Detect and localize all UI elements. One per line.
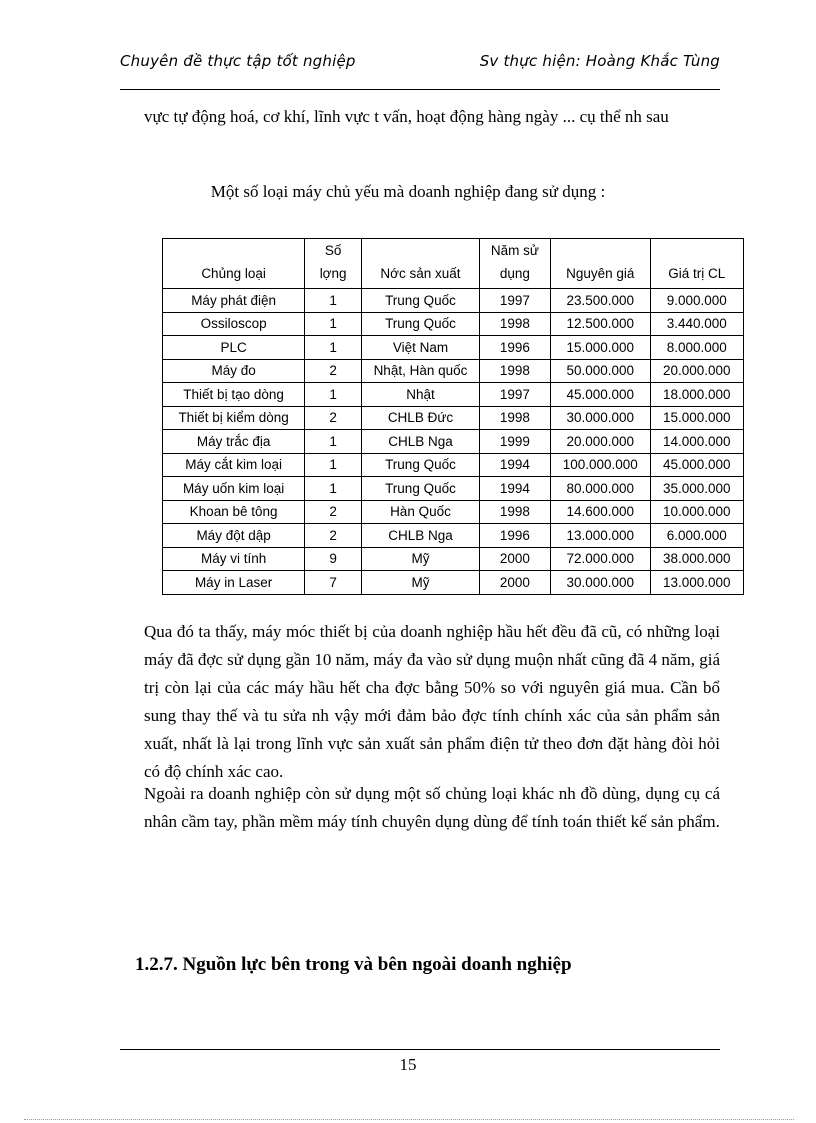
table-cell: Thiết bị kiểm dòng [163,406,305,430]
table-cell: Ossiloscop [163,312,305,336]
table-row [163,524,744,548]
table-cell: Máy phát điện [163,289,305,313]
table-cell: 20.000.000 [650,359,744,383]
table-cell: 8.000.000 [650,336,744,360]
table-cell: 1998 [479,406,550,430]
table-cell: 23.500.000 [550,289,650,313]
table-caption: Một số loại máy chủ yếu mà doanh nghiệp đang sử dụng : [210,182,606,201]
table-cell: 9 [305,547,362,571]
table-cell: 2 [305,524,362,548]
table-cell: 7 [305,571,362,595]
table-row [163,359,744,383]
header-rule [120,89,720,90]
table-cell: 1997 [479,383,550,407]
other-equipment-text: Ngoài ra doanh nghiệp còn sử dụng một số chủng loại khác nh đồ dùng, dụng cụ cá nhân cầm tay, phần mềm máy tính chuyên dụng dùng để tính toán thiết kế sản phẩm. [144,784,720,831]
header-text-top [362,239,479,262]
other-equipment-paragraph [144,780,720,836]
table-cell: Thiết bị tạo dòng [163,383,305,407]
table-cell: Máy uốn kim loại [163,477,305,501]
table-cell: 1998 [479,312,550,336]
table-cell: 45.000.000 [550,383,650,407]
header-text-top: Năm sử [490,243,539,258]
table-cell: Mỹ [362,547,480,571]
intro-paragraph: vực tự động hoá, cơ khí, lĩnh vực t vấn, hoạt động hàng ngày ... cụ thể nh sau [144,107,669,126]
header-title: Chuyên đề thực tập tốt nghiệp [120,52,356,70]
table-cell: 13.000.000 [650,571,744,595]
table-cell: 14.000.000 [650,430,744,454]
table-cell: 15.000.000 [650,406,744,430]
table-header-cell [362,239,480,289]
table-header-cell [163,239,305,289]
table-header-cell [479,239,550,289]
table-cell: Máy in Laser [163,571,305,595]
table-cell: Khoan bê tông [163,500,305,524]
table-cell: Mỹ [362,571,480,595]
equipment-table [162,238,744,595]
table-row [163,383,744,407]
table-cell: Nhật [362,383,480,407]
table-cell: 1996 [479,336,550,360]
table-cell: 1 [305,430,362,454]
table-cell: 2000 [479,547,550,571]
table-header-cell [650,239,744,289]
table-cell: 80.000.000 [550,477,650,501]
table-cell: Máy cắt kim loại [163,453,305,477]
table-cell: 3.440.000 [650,312,744,336]
table-row [163,547,744,571]
table-cell: 2000 [479,571,550,595]
table-cell: 100.000.000 [550,453,650,477]
analysis-text: Qua đó ta thấy, máy móc thiết bị của doanh nghiệp hầu hết đều đã cũ, có những loại máy đã đợc sử dụng gần 10 năm, máy đa vào sử dụng muộn nhất cũng đã 4 năm, giá trị còn lại của các máy hầu hết cha đợc bằng 50% so với nguyên giá mua. Cần bổ sung thay thế và tu sửa nh vậy mới đảm bảo đợc tính chính xác của sản phẩm sản xuất, nhất là lại trong lĩnh vực sản xuất sản phẩm điện tử theo đơn đặt hàng đòi hỏi có độ chính xác cao. [144,622,720,781]
table-row [163,289,744,313]
table-cell: Trung Quốc [362,453,480,477]
table-cell: 14.600.000 [550,500,650,524]
header-text-bottom: lợng [319,266,347,281]
table-cell: 35.000.000 [650,477,744,501]
table-cell: 50.000.000 [550,359,650,383]
table-cell: 72.000.000 [550,547,650,571]
table-cell: Nhật, Hàn quốc [362,359,480,383]
table-cell: Việt Nam [362,336,480,360]
header-text-bottom: dụng [499,266,530,281]
table-row [163,571,744,595]
table-cell: 2 [305,359,362,383]
header-text-bottom: Nớc sản xuất [380,266,461,281]
header-text-top [551,239,650,262]
table-cell: CHLB Đức [362,406,480,430]
table-cell: 1 [305,289,362,313]
table-row [163,336,744,360]
page-header [120,52,720,76]
table-cell: 1 [305,453,362,477]
table-cell: 1 [305,336,362,360]
table-cell: 45.000.000 [650,453,744,477]
table-cell: 1999 [479,430,550,454]
table-cell: Trung Quốc [362,312,480,336]
table-cell: 1994 [479,453,550,477]
table-cell: 12.500.000 [550,312,650,336]
table-cell: Máy trắc địa [163,430,305,454]
table-cell: Máy vi tính [163,547,305,571]
table-header-cell [550,239,650,289]
table-cell: 1 [305,383,362,407]
table-cell: 2 [305,500,362,524]
footer-rule [120,1049,720,1050]
table-cell: 30.000.000 [550,571,650,595]
table-body [163,289,744,595]
table-header-row [163,239,744,289]
table-cell: 1 [305,477,362,501]
table-cell: 9.000.000 [650,289,744,313]
header-author: Sv thực hiện: Hoàng Khắc Tùng [479,52,720,70]
table-cell: 20.000.000 [550,430,650,454]
table-cell: 30.000.000 [550,406,650,430]
table-row [163,453,744,477]
header-text-bottom: Giá trị CL [668,266,726,281]
table-cell: Hàn Quốc [362,500,480,524]
table-cell: 1998 [479,500,550,524]
table-cell: 2 [305,406,362,430]
table-cell: 13.000.000 [550,524,650,548]
table-cell: Trung Quốc [362,289,480,313]
table-row [163,312,744,336]
header-text-bottom: Nguyên giá [566,266,635,281]
table-cell: Máy đột dập [163,524,305,548]
section-heading: 1.2.7. Nguồn lực bên trong và bên ngoài doanh nghiệp [135,954,572,975]
header-text-top: Số [324,243,342,258]
header-text-top [651,239,744,262]
page-edge-dots [24,1119,794,1120]
table-cell: 1998 [479,359,550,383]
table-cell: 10.000.000 [650,500,744,524]
page-number: 15 [399,1055,417,1074]
table-cell: CHLB Nga [362,524,480,548]
table-row [163,430,744,454]
table-cell: 1994 [479,477,550,501]
table-cell: CHLB Nga [362,430,480,454]
table-cell: Trung Quốc [362,477,480,501]
analysis-paragraph [144,618,720,786]
header-text-bottom: Chủng loại [201,266,266,281]
table-cell: 1 [305,312,362,336]
table-header-cell [305,239,362,289]
header-text-top [163,239,304,262]
table-cell: 6.000.000 [650,524,744,548]
table-row [163,500,744,524]
table-cell: Máy đo [163,359,305,383]
table-row [163,477,744,501]
table-row [163,406,744,430]
table-cell: 15.000.000 [550,336,650,360]
table-cell: 1996 [479,524,550,548]
table-cell: 38.000.000 [650,547,744,571]
table-cell: 18.000.000 [650,383,744,407]
table-cell: 1997 [479,289,550,313]
table-cell: PLC [163,336,305,360]
